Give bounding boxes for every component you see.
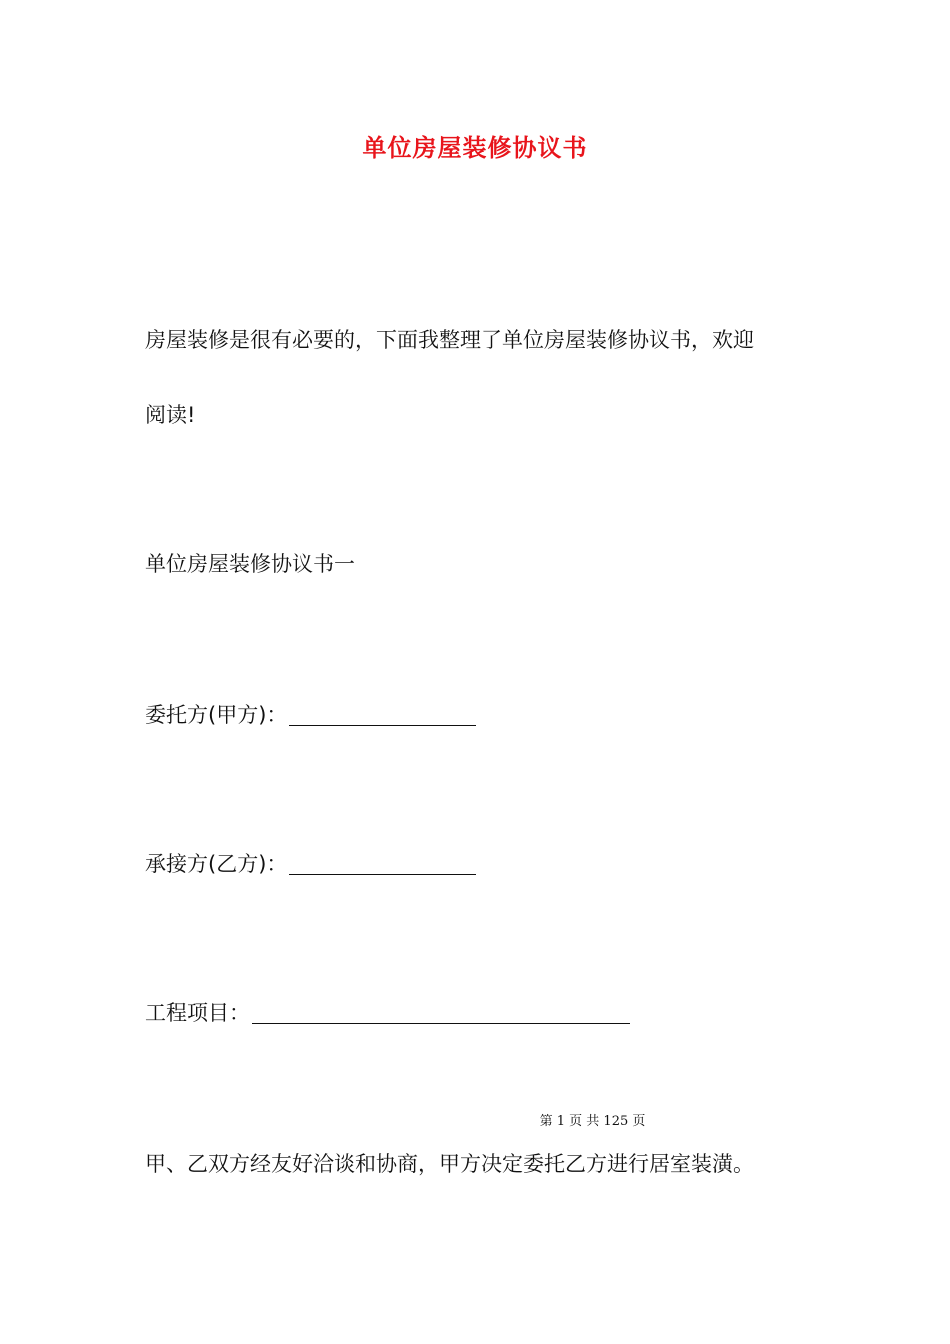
intro-paragraph-line-2: 阅读! xyxy=(145,403,196,427)
document-title: 单位房屋装修协议书 xyxy=(362,134,588,162)
project-field xyxy=(145,998,630,1028)
project-label: 工程项目： xyxy=(145,1001,250,1025)
party-b-blank-line xyxy=(289,852,476,875)
party-a-blank-line xyxy=(289,703,476,726)
party-b-field xyxy=(145,849,476,879)
intro-paragraph-line-1: 房屋装修是很有必要的，下面我整理了单位房屋装修协议书，欢迎 xyxy=(145,328,754,352)
project-blank-line xyxy=(252,1001,630,1024)
party-a-field xyxy=(145,700,476,730)
section-heading: 单位房屋装修协议书一 xyxy=(145,552,355,576)
closing-paragraph: 甲、乙双方经友好洽谈和协商，甲方决定委托乙方进行居室装潢。 xyxy=(145,1152,754,1176)
party-b-label: 承接方(乙方)： xyxy=(145,852,288,876)
party-a-label: 委托方(甲方)： xyxy=(145,703,288,727)
page-indicator: 第 1 页 共 125 页 xyxy=(539,1114,646,1129)
